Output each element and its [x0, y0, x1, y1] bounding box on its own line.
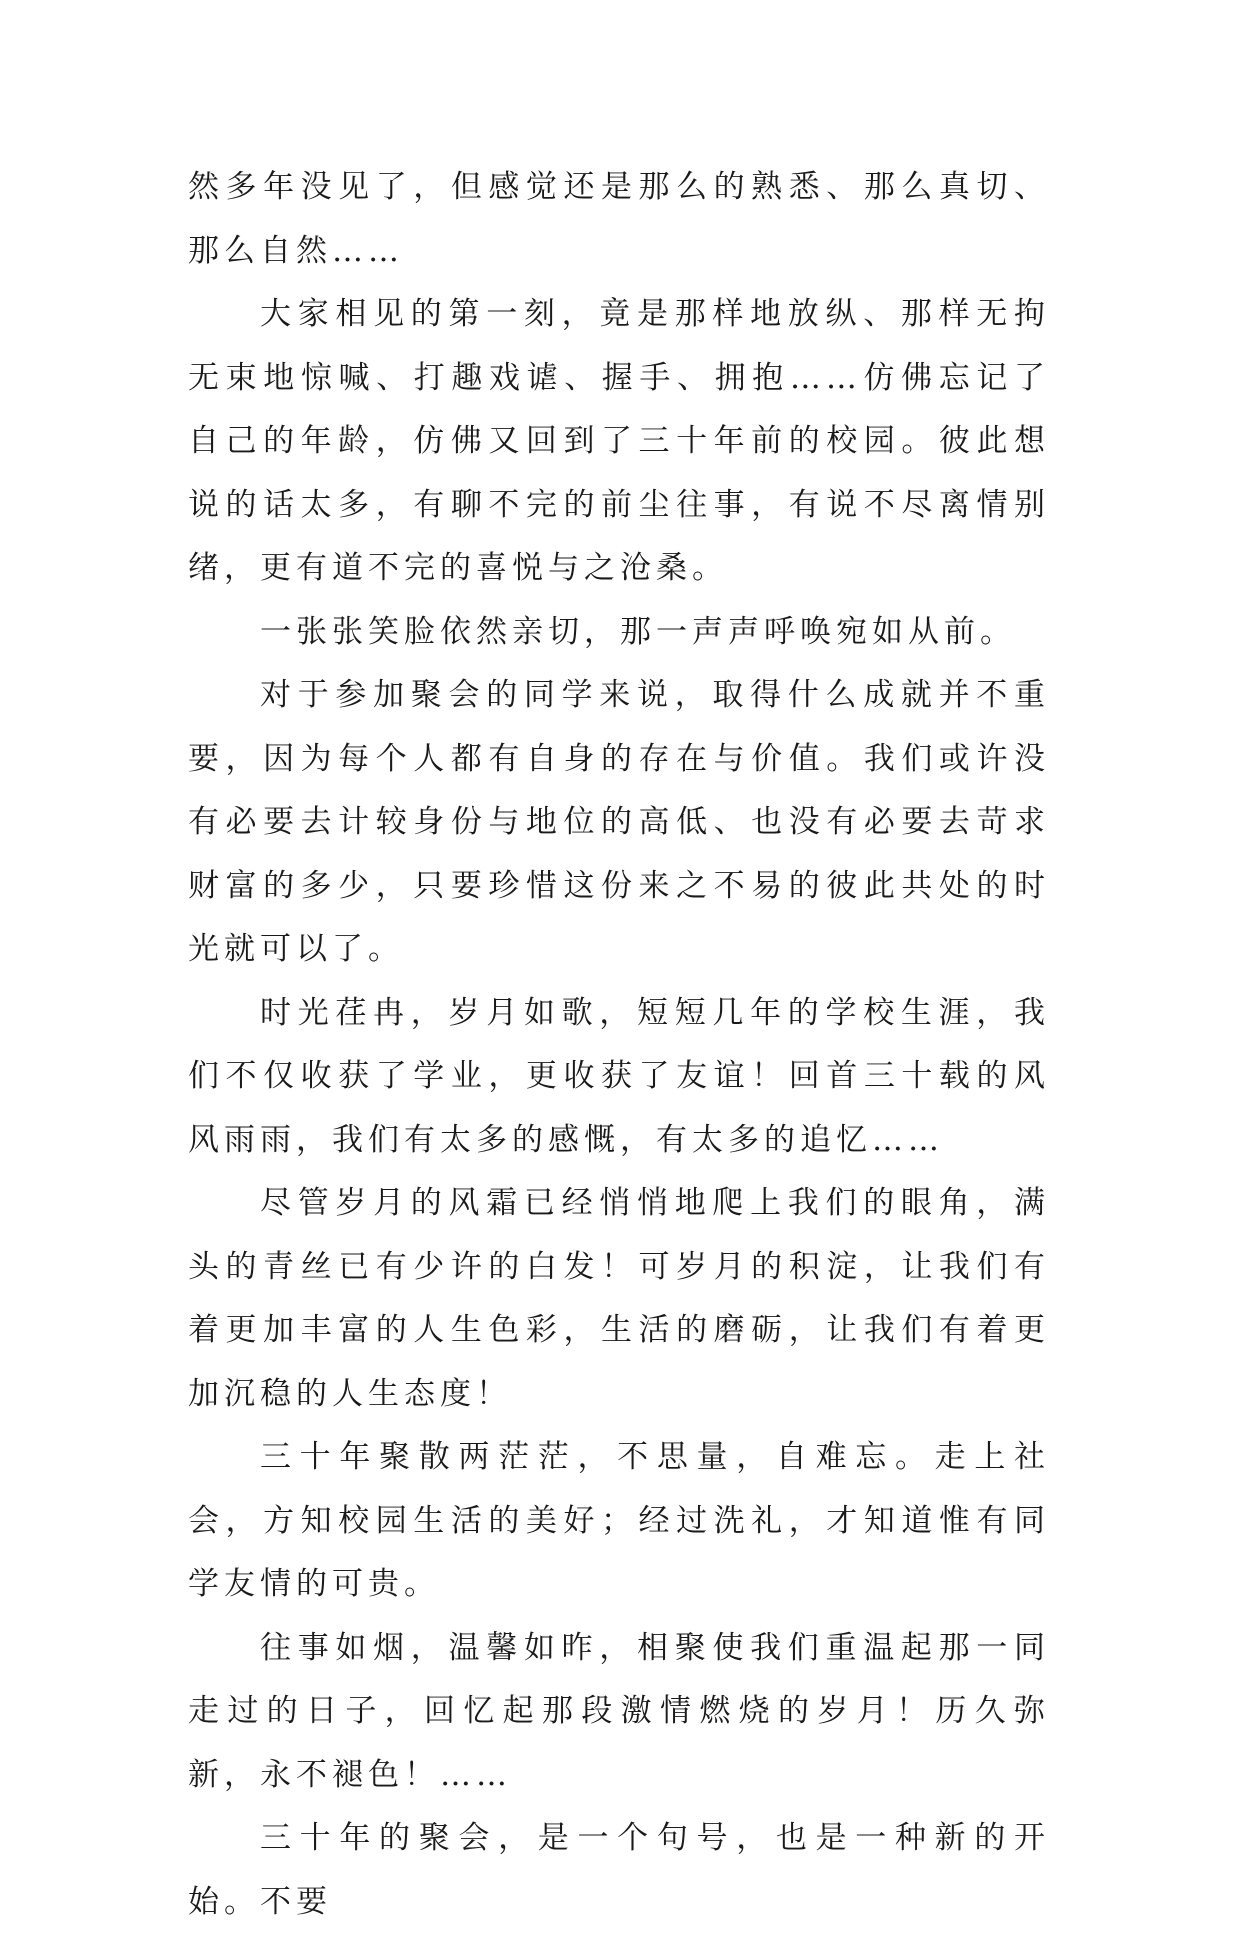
document-body [188, 156, 1050, 1934]
paragraph-7: 三十年聚散两茫茫，不思量，自难忘。走上社会，方知校园生活的美好；经过洗礼，才知道惟有同学友情的可贵。 [188, 1439, 1050, 1602]
paragraph-6: 尽管岁月的风霜已经悄悄地爬上我们的眼角，满头的青丝已有少许的白发！可岁月的积淀，让我们有着更加丰富的人生色彩，生活的磨砺，让我们有着更加沉稳的人生态度！ [188, 1185, 1050, 1412]
paragraph-2: 大家相见的第一刻，竟是那样地放纵、那样无拘无束地惊喊、打趣戏谑、握手、拥抱……仿佛忘记了自己的年龄，仿佛又回到了三十年前的校园。彼此想说的话太多，有聊不完的前尘往事，有说不尽离情别绪，更有道不完的喜悦与之沧桑。 [188, 296, 1050, 586]
paragraph-9: 三十年的聚会，是一个句号，也是一种新的开始。不要 [188, 1820, 1050, 1920]
paragraph-8: 往事如烟，温馨如昨，相聚使我们重温起那一同走过的日子，回忆起那段激情燃烧的岁月！历久弥新，永不褪色！…… [188, 1629, 1050, 1793]
paragraph-1: 然多年没见了，但感觉还是那么的熟悉、那么真切、那么自然…… [188, 169, 1050, 269]
paragraph-3: 一张张笑脸依然亲切，那一声声呼唤宛如从前。 [260, 613, 1016, 650]
paragraph-4: 对于参加聚会的同学来说，取得什么成就并不重要，因为每个人都有自身的存在与价值。我们或许没有必要去计较身份与地位的高低、也没有必要去苛求财富的多少，只要珍惜这份来之不易的彼此共处的时光就可以了。 [188, 677, 1050, 967]
paragraph-5: 时光荏冉，岁月如歌，短短几年的学校生涯，我们不仅收获了学业，更收获了友谊！回首三十载的风风雨雨，我们有太多的感慨，有太多的追忆…… [188, 994, 1050, 1158]
